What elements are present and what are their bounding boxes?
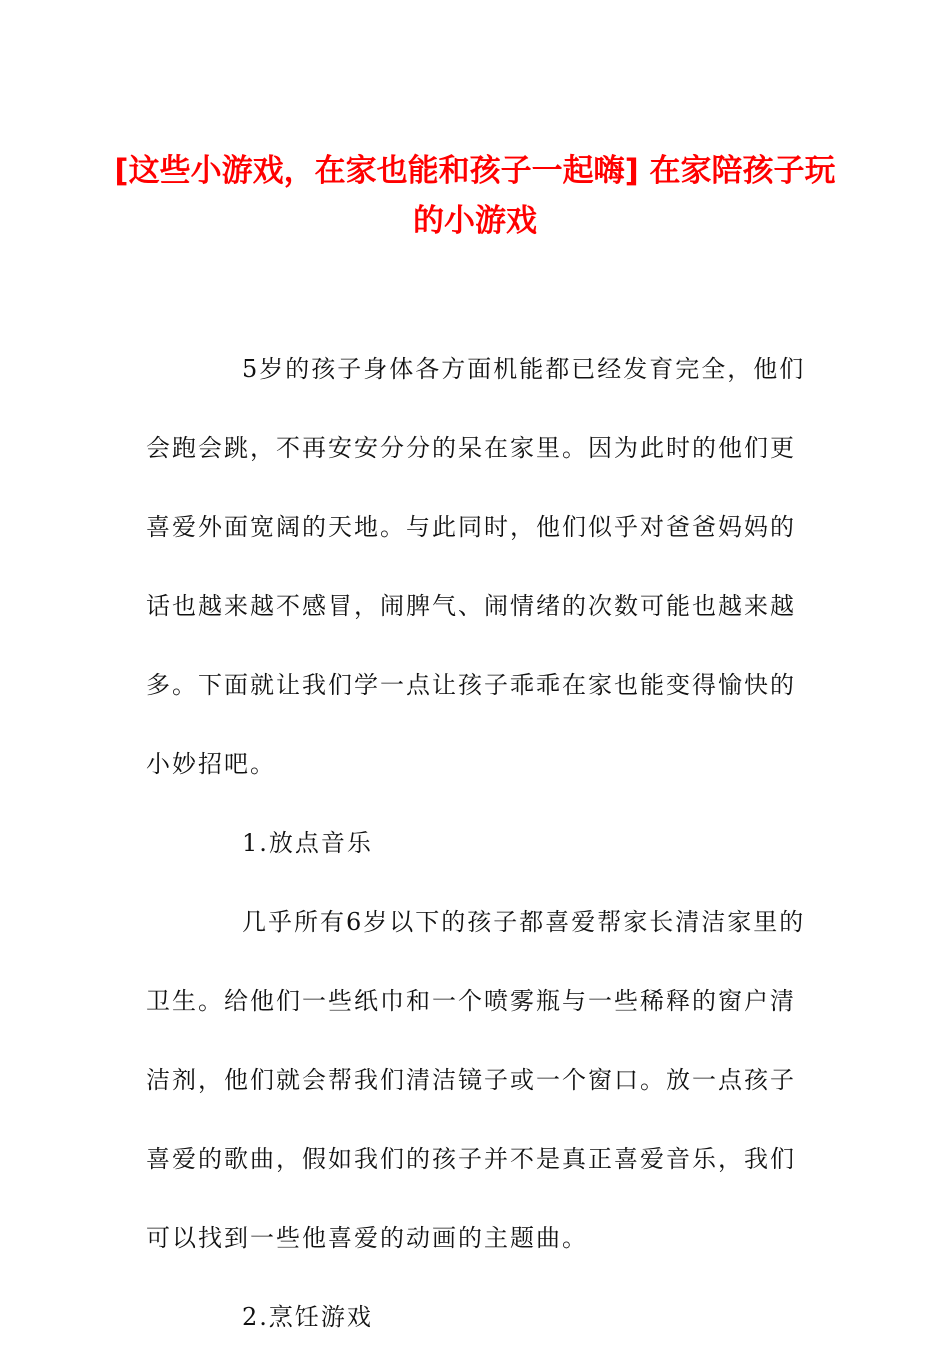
intro-paragraph: 5岁的孩子身体各方面机能都已经发育完全，他们会跑会跳，不再安安分分的呆在家里。因为此时的他们更喜爱外面宽阔的天地。与此同时，他们似乎对爸爸妈妈的话也越来越不感冒，闹脾气、闹情绪的次数可能也越来越多。下面就让我们学一点让孩子乖乖在家也能变得愉快的小妙招吧。 bbox=[146, 355, 806, 778]
document-body bbox=[146, 330, 806, 1357]
section-heading-cooking: 2.烹饪游戏 bbox=[242, 1303, 373, 1331]
section-heading-music: 1.放点音乐 bbox=[242, 829, 373, 857]
section-paragraph-music: 几乎所有6岁以下的孩子都喜爱帮家长清洁家里的卫生。给他们一些纸巾和一个喷雾瓶与一些稀释的窗户清洁剂，他们就会帮我们清洁镜子或一个窗口。放一点孩子喜爱的歌曲，假如我们的孩子并不是真正喜爱音乐，我们可以找到一些他喜爱的动画的主题曲。 bbox=[146, 908, 806, 1252]
document-title: [这些小游戏，在家也能和孩子一起嗨] 在家陪孩子玩的小游戏 bbox=[114, 153, 836, 239]
